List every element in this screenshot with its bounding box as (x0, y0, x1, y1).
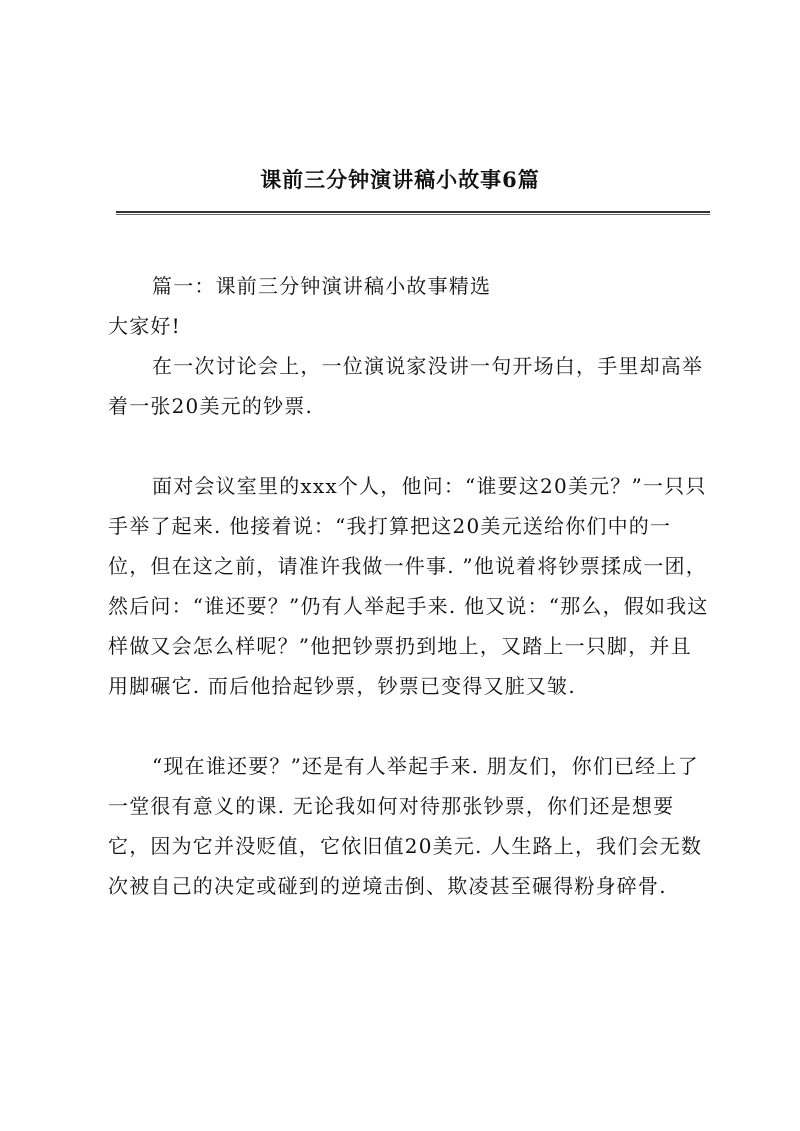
document-title: 课前三分钟演讲稿小故事6篇 (260, 167, 540, 192)
greeting-line: 大家好! (108, 314, 181, 338)
section-heading: 篇一：课前三分钟演讲稿小故事精选 (152, 274, 492, 298)
paragraph-2: 面对会议室里的xxx个人，他问：“谁要这20美元？”一只只手举了起来. 他接着说：“我打算把这20美元送给你们中的一位，但在这之前，请准许我做一件事. ”他说着将钞票揉成一团，然后问：“谁还要？”仍有人举起手来. 他又说：“那么，假如我这样做又会怎么样呢？”他把钞票扔到地上，又踏上一只脚，并且用脚碾它. 而后他拾起钞票，钞票已变得又脏又皱. (108, 474, 709, 698)
paragraph-1: 在一次讨论会上，一位演说家没讲一句开场白，手里却高举着一张20美元的钞票. (108, 354, 704, 418)
document-body (108, 266, 712, 906)
paragraph-3: “现在谁还要？”还是有人举起手来. 朋友们，你们已经上了一堂很有意义的课. 无论我如何对待那张钞票，你们还是想要它，因为它并没贬值，它依旧值20美元. 人生路上，我们会无数次被自己的决定或碰到的逆境击倒、欺凌甚至碾得粉身碎骨. (108, 754, 703, 898)
title-divider (116, 211, 710, 215)
